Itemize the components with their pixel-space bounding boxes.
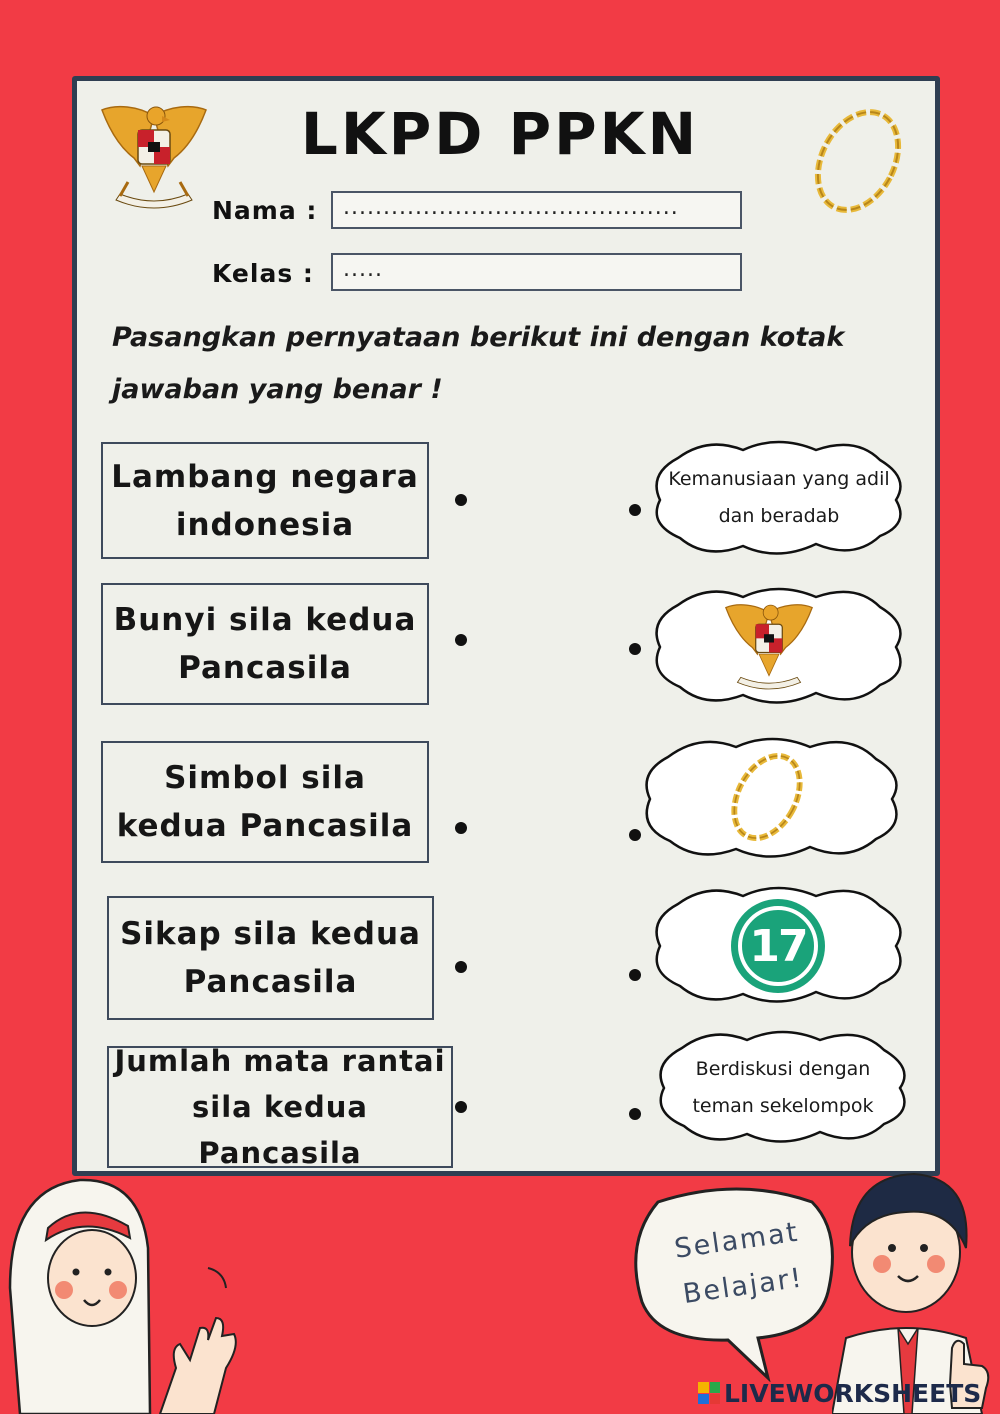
question-text: Sikap sila kedua Pancasila	[120, 916, 421, 1000]
question-box	[101, 583, 429, 705]
class-field[interactable]: .....	[331, 253, 742, 291]
right-match-dot[interactable]	[629, 504, 641, 516]
watermark-text[interactable]: LIVEWORKSHEETS	[724, 1379, 982, 1408]
answer-text: Kemanusiaan yang adil dan beradab	[668, 468, 890, 527]
question-box	[107, 1046, 453, 1168]
answer-text: Berdiskusi dengan teman sekelompok	[692, 1058, 874, 1117]
instruction-text: Pasangkan pernyataan berikut ini dengan kotak jawaban yang benar !	[112, 322, 845, 405]
garuda-icon	[722, 596, 816, 694]
left-match-dot[interactable]	[455, 822, 467, 834]
question-text: Lambang negara indonesia	[111, 458, 419, 543]
girl-illustration-icon	[0, 1168, 250, 1414]
left-match-dot[interactable]	[455, 961, 467, 973]
name-label: Nama :	[212, 196, 318, 225]
right-match-dot[interactable]	[629, 969, 641, 981]
page-title: LKPD PPKN	[300, 100, 700, 168]
question-box	[101, 741, 429, 863]
chain-icon	[718, 742, 816, 852]
liveworksheets-logo-icon	[698, 1382, 720, 1404]
right-match-dot[interactable]	[629, 643, 641, 655]
greeting-text: Selamat Belajar!	[672, 1216, 806, 1311]
boy-illustration-icon	[832, 1168, 1000, 1414]
number-badge-17	[731, 899, 825, 993]
left-match-dot[interactable]	[455, 494, 467, 506]
name-field[interactable]: ..........................................	[331, 191, 742, 229]
class-label: Kelas :	[212, 259, 314, 288]
right-match-dot[interactable]	[629, 1108, 641, 1120]
question-text: Simbol sila kedua Pancasila	[116, 760, 414, 844]
left-match-dot[interactable]	[455, 1101, 467, 1113]
badge-number: 17	[738, 906, 818, 986]
question-text: Bunyi sila kedua Pancasila	[113, 602, 417, 686]
question-text: Jumlah mata rantai sila kedua Pancasila	[114, 1044, 446, 1170]
question-box	[107, 896, 434, 1020]
question-box	[101, 442, 429, 559]
left-match-dot[interactable]	[455, 634, 467, 646]
